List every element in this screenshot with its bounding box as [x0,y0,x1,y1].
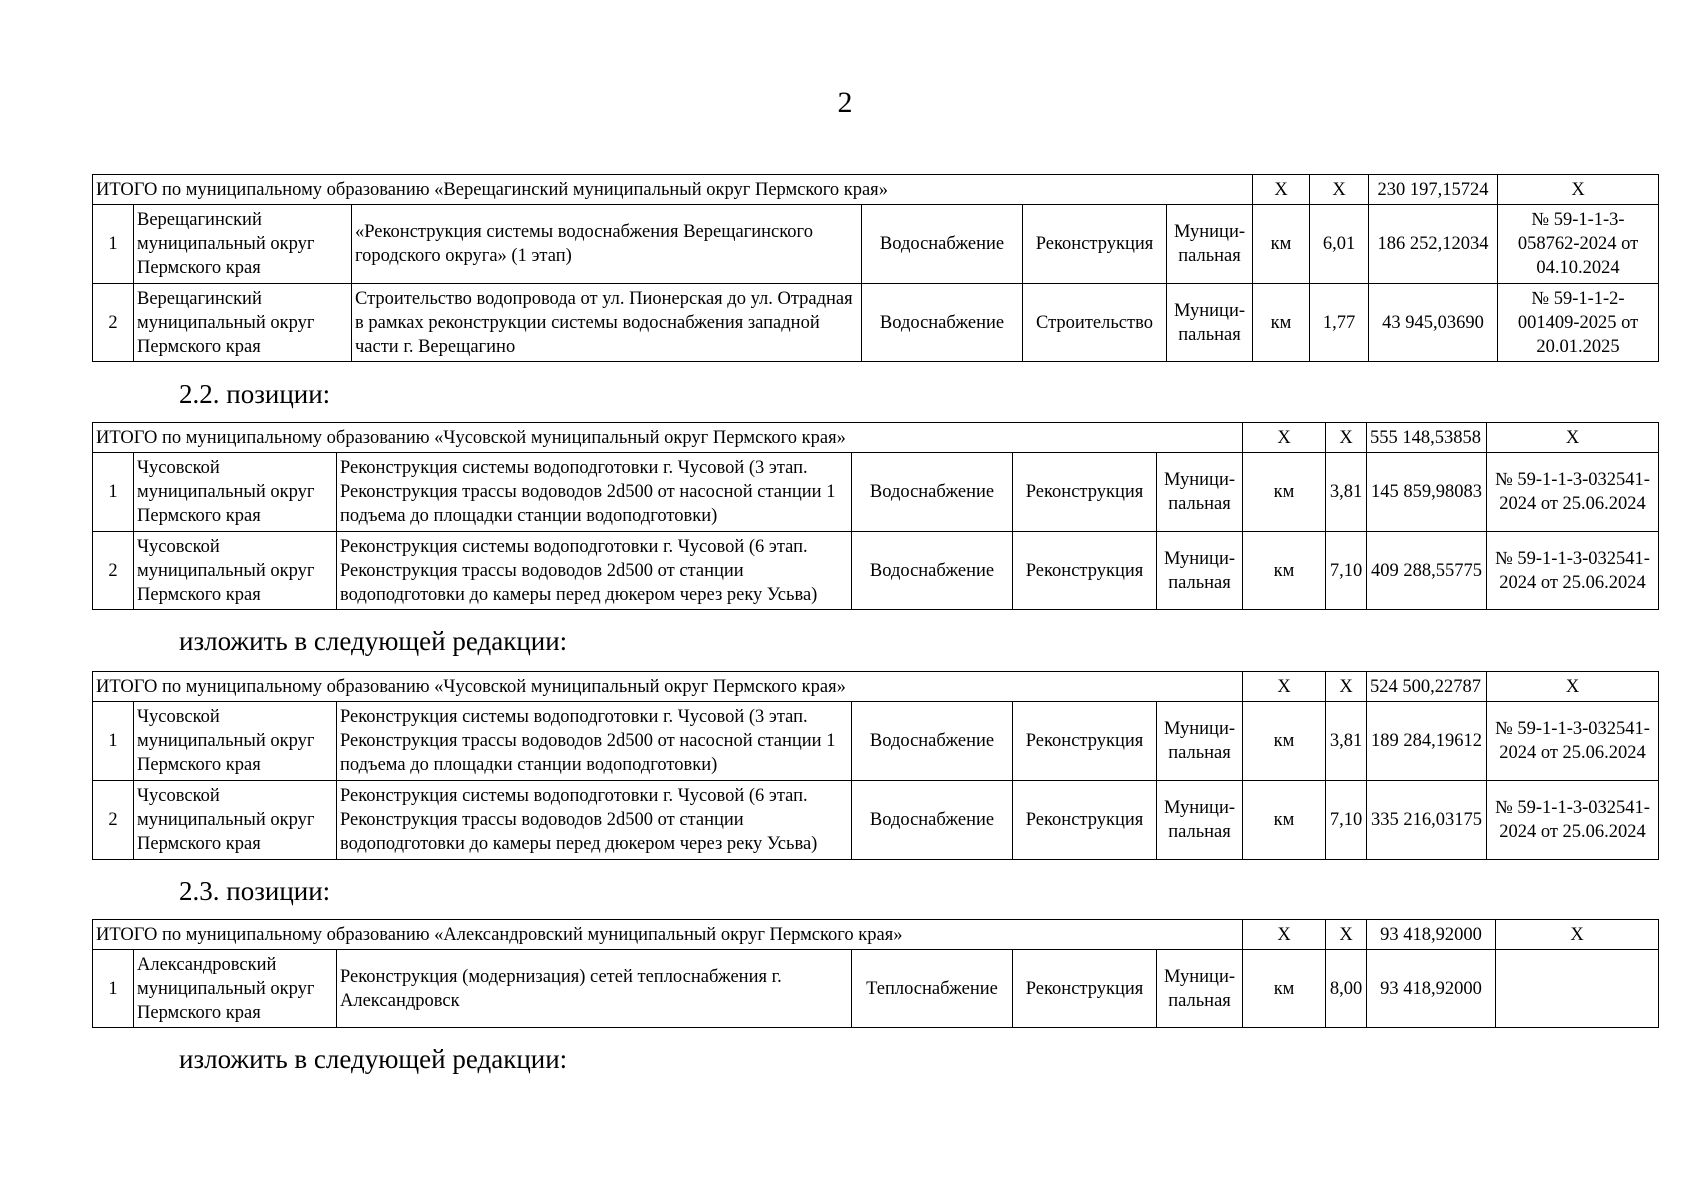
row-unit: км [1243,781,1326,860]
row-unit: км [1243,950,1326,1028]
row-expertise: № 59-1-1-3-032541-2024 от 25.06.2024 [1487,781,1659,860]
total-sum: 93 418,92000 [1367,920,1496,950]
row-ownership: Муници-пальная [1157,453,1243,532]
row-number: 2 [93,284,134,362]
total-sum: 230 197,15724 [1369,175,1498,205]
table-row [93,781,1659,860]
row-cost: 145 859,98083 [1367,453,1487,532]
row-expertise: № 59-1-1-2-001409-2025 от 20.01.2025 [1498,284,1659,362]
row-expertise: № 59-1-1-3-032541-2024 от 25.06.2024 [1487,702,1659,781]
row-district: Чусовской муниципальный округ Пермского края [134,781,337,860]
row-type: Водоснабжение [852,532,1013,610]
row-work: Строительство [1023,284,1167,362]
row-name: Реконструкция системы водоподготовки г. Чусовой (6 этап. Реконструкция трассы водоводов 2d500 от станции водоподготовки до камеры перед дюкером через реку Усьва) [337,532,852,610]
row-name: Реконструкция (модернизация) сетей теплоснабжения г. Александровск [337,950,852,1028]
row-district: Верещагинский муниципальный округ Пермского края [134,205,352,284]
row-cost: 189 284,19612 [1367,702,1487,781]
row-length: 1,77 [1310,284,1369,362]
row-work: Реконструкция [1013,453,1157,532]
row-name: Реконструкция системы водоподготовки г. Чусовой (6 этап. Реконструкция трассы водоводов 2d500 от станции водоподготовки до камеры перед дюкером через реку Усьва) [337,781,852,860]
row-name: Реконструкция системы водоподготовки г. Чусовой (3 этап. Реконструкция трассы водоводов 2d500 от насосной станции 1 подъема до площадки станции водоподготовки) [337,702,852,781]
row-district: Чусовской муниципальный округ Пермского края [134,532,337,610]
row-type: Водоснабжение [862,284,1023,362]
total-label: ИТОГО по муниципальному образованию «Чусовской муниципальный округ Пермского края» [93,672,1243,702]
total-x: Х [1243,423,1326,453]
row-district: Верещагинский муниципальный округ Пермского края [134,284,352,362]
row-length: 6,01 [1310,205,1369,284]
total-x: Х [1326,672,1367,702]
row-district: Чусовской муниципальный округ Пермского края [134,702,337,781]
total-sum: 524 500,22787 [1367,672,1487,702]
row-work: Реконструкция [1023,205,1167,284]
row-length: 3,81 [1326,702,1367,781]
row-number: 1 [93,950,134,1028]
row-length: 7,10 [1326,781,1367,860]
row-number: 2 [93,532,134,610]
redaction-heading: изложить в следующей редакции: [179,626,568,656]
row-type: Теплоснабжение [852,950,1013,1028]
total-x: Х [1498,175,1659,205]
table-vereshchagino [92,174,1659,362]
row-ownership: Муници-пальная [1157,950,1243,1028]
row-cost: 409 288,55775 [1367,532,1487,610]
row-expertise: № 59-1-1-3-032541-2024 от 25.06.2024 [1487,532,1659,610]
total-label: ИТОГО по муниципальному образованию «Верещагинский муниципальный округ Пермского края» [93,175,1253,205]
total-x: Х [1310,175,1369,205]
total-x: Х [1243,672,1326,702]
row-ownership: Муници-пальная [1157,532,1243,610]
row-work: Реконструкция [1013,532,1157,610]
total-x: Х [1253,175,1310,205]
row-district: Чусовской муниципальный округ Пермского края [134,453,337,532]
row-work: Реконструкция [1013,781,1157,860]
page-number: 2 [837,86,853,119]
row-expertise: № 59-1-1-3-032541-2024 от 25.06.2024 [1487,453,1659,532]
total-x: Х [1243,920,1326,950]
row-cost: 186 252,12034 [1369,205,1498,284]
row-number: 1 [93,702,134,781]
section-heading-2-2: 2.2. позиции: [179,379,331,409]
total-row [93,672,1659,702]
row-district: Александровский муниципальный округ Пермского края [134,950,337,1028]
row-ownership: Муници-пальная [1157,702,1243,781]
total-row [93,423,1659,453]
row-number: 2 [93,781,134,860]
row-ownership: Муници-пальная [1167,284,1253,362]
row-length: 8,00 [1326,950,1367,1028]
row-work: Реконструкция [1013,950,1157,1028]
row-type: Водоснабжение [852,781,1013,860]
row-cost: 43 945,03690 [1369,284,1498,362]
total-x: Х [1487,672,1659,702]
row-length: 7,10 [1326,532,1367,610]
total-row [93,175,1659,205]
table-row [93,950,1659,1028]
total-x: Х [1326,920,1367,950]
row-type: Водоснабжение [862,205,1023,284]
total-row [93,920,1659,950]
total-x: Х [1496,920,1659,950]
total-sum: 555 148,53858 [1367,423,1487,453]
row-unit: км [1253,284,1310,362]
row-number: 1 [93,453,134,532]
row-name: «Реконструкция системы водоснабжения Верещагинского городского округа» (1 этап) [352,205,862,284]
table-aleksandrovsk [92,919,1659,1028]
row-cost: 335 216,03175 [1367,781,1487,860]
row-length: 3,81 [1326,453,1367,532]
table-chusovoy-new [92,671,1659,860]
section-heading-2-3: 2.3. позиции: [179,876,331,906]
redaction-heading: изложить в следующей редакции: [179,1044,568,1074]
total-label: ИТОГО по муниципальному образованию «Александровский муниципальный округ Пермского края» [93,920,1243,950]
table-row [93,284,1659,362]
total-x: Х [1487,423,1659,453]
row-cost: 93 418,92000 [1367,950,1496,1028]
row-type: Водоснабжение [852,702,1013,781]
table-row [93,532,1659,610]
row-type: Водоснабжение [852,453,1013,532]
row-expertise: № 59-1-1-3-058762-2024 от 04.10.2024 [1498,205,1659,284]
table-row [93,205,1659,284]
total-x: Х [1326,423,1367,453]
row-expertise [1496,950,1659,1028]
row-ownership: Муници-пальная [1167,205,1253,284]
row-work: Реконструкция [1013,702,1157,781]
row-name: Строительство водопровода от ул. Пионерская до ул. Отрадная в рамках реконструкции системы водоснабжения западной части г. Верещагино [352,284,862,362]
row-unit: км [1243,702,1326,781]
total-label: ИТОГО по муниципальному образованию «Чусовской муниципальный округ Пермского края» [93,423,1243,453]
row-unit: км [1243,453,1326,532]
table-row [93,702,1659,781]
row-unit: км [1243,532,1326,610]
table-chusovoy-old [92,422,1659,610]
row-name: Реконструкция системы водоподготовки г. Чусовой (3 этап. Реконструкция трассы водоводов 2d500 от насосной станции 1 подъема до площадки станции водоподготовки) [337,453,852,532]
row-unit: км [1253,205,1310,284]
table-row [93,453,1659,532]
row-number: 1 [93,205,134,284]
row-ownership: Муници-пальная [1157,781,1243,860]
